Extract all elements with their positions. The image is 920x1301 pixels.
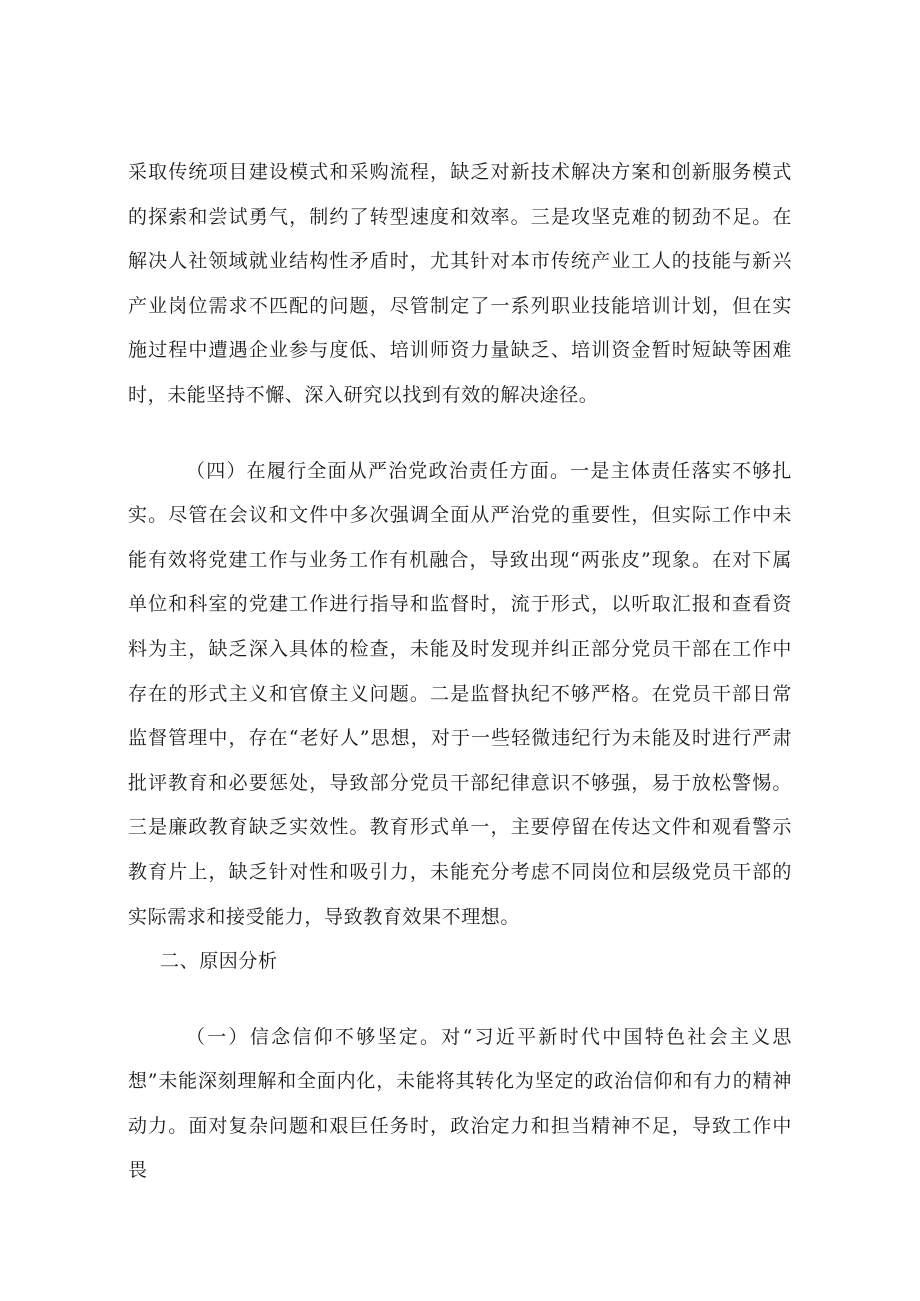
document-body [128, 150, 792, 1193]
paragraph-continuation: 采取传统项目建设模式和采购流程，缺乏对新技术解决方案和创新服务模式的探索和尝试勇气，制约了转型速度和效率。三是攻坚克难的韧劲不足。在解决人社领域就业结构性矛盾时，尤其针对本市传统产业工人的技能与新兴产业岗位需求不匹配的问题，尽管制定了一系列职业技能培训计划，但在实施过程中遭遇企业参与度低、培训师资力量缺乏、培训资金暂时短缺等困难时，未能坚持不懈、深入研究以找到有效的解决途径。 [128, 161, 792, 406]
paragraph-cause-one: （一）信念信仰不够坚定。对“习近平新时代中国特色社会主义思想”未能深刻理解和全面内化，未能将其转化为坚定的政治信仰和有力的精神动力。面对复杂问题和艰巨任务时，政治定力和担当精神不足，导致工作中畏 [128, 1025, 792, 1182]
paragraph-section-four: （四）在履行全面从严治党政治责任方面。一是主体责任落实不够扎实。尽管在会议和文件中多次强调全面从严治党的重要性，但实际工作中未能有效将党建工作与业务工作有机融合，导致出现“两张皮”现象。在对下属单位和科室的党建工作进行指导和监督时，流于形式，以听取汇报和查看资料为主，缺乏深入具体的检查，未能及时发现并纠正部分党员干部在工作中存在的形式主义和官僚主义问题。二是监督执纪不够严格。在党员干部日常监督管理中，存在“老好人”思想，对于一些轻微违纪行为未能及时进行严肃批评教育和必要惩处，导致部分党员干部纪律意识不够强，易于放松警惕。三是廉政教育缺乏实效性。教育形式单一，主要停留在传达文件和观看警示教育片上，缺乏针对性和吸引力，未能充分考虑不同岗位和层级党员干部的实际需求和接受能力，导致教育效果不理想。 [128, 459, 792, 928]
section-heading-cause-analysis: 二、原因分析 [160, 950, 278, 973]
